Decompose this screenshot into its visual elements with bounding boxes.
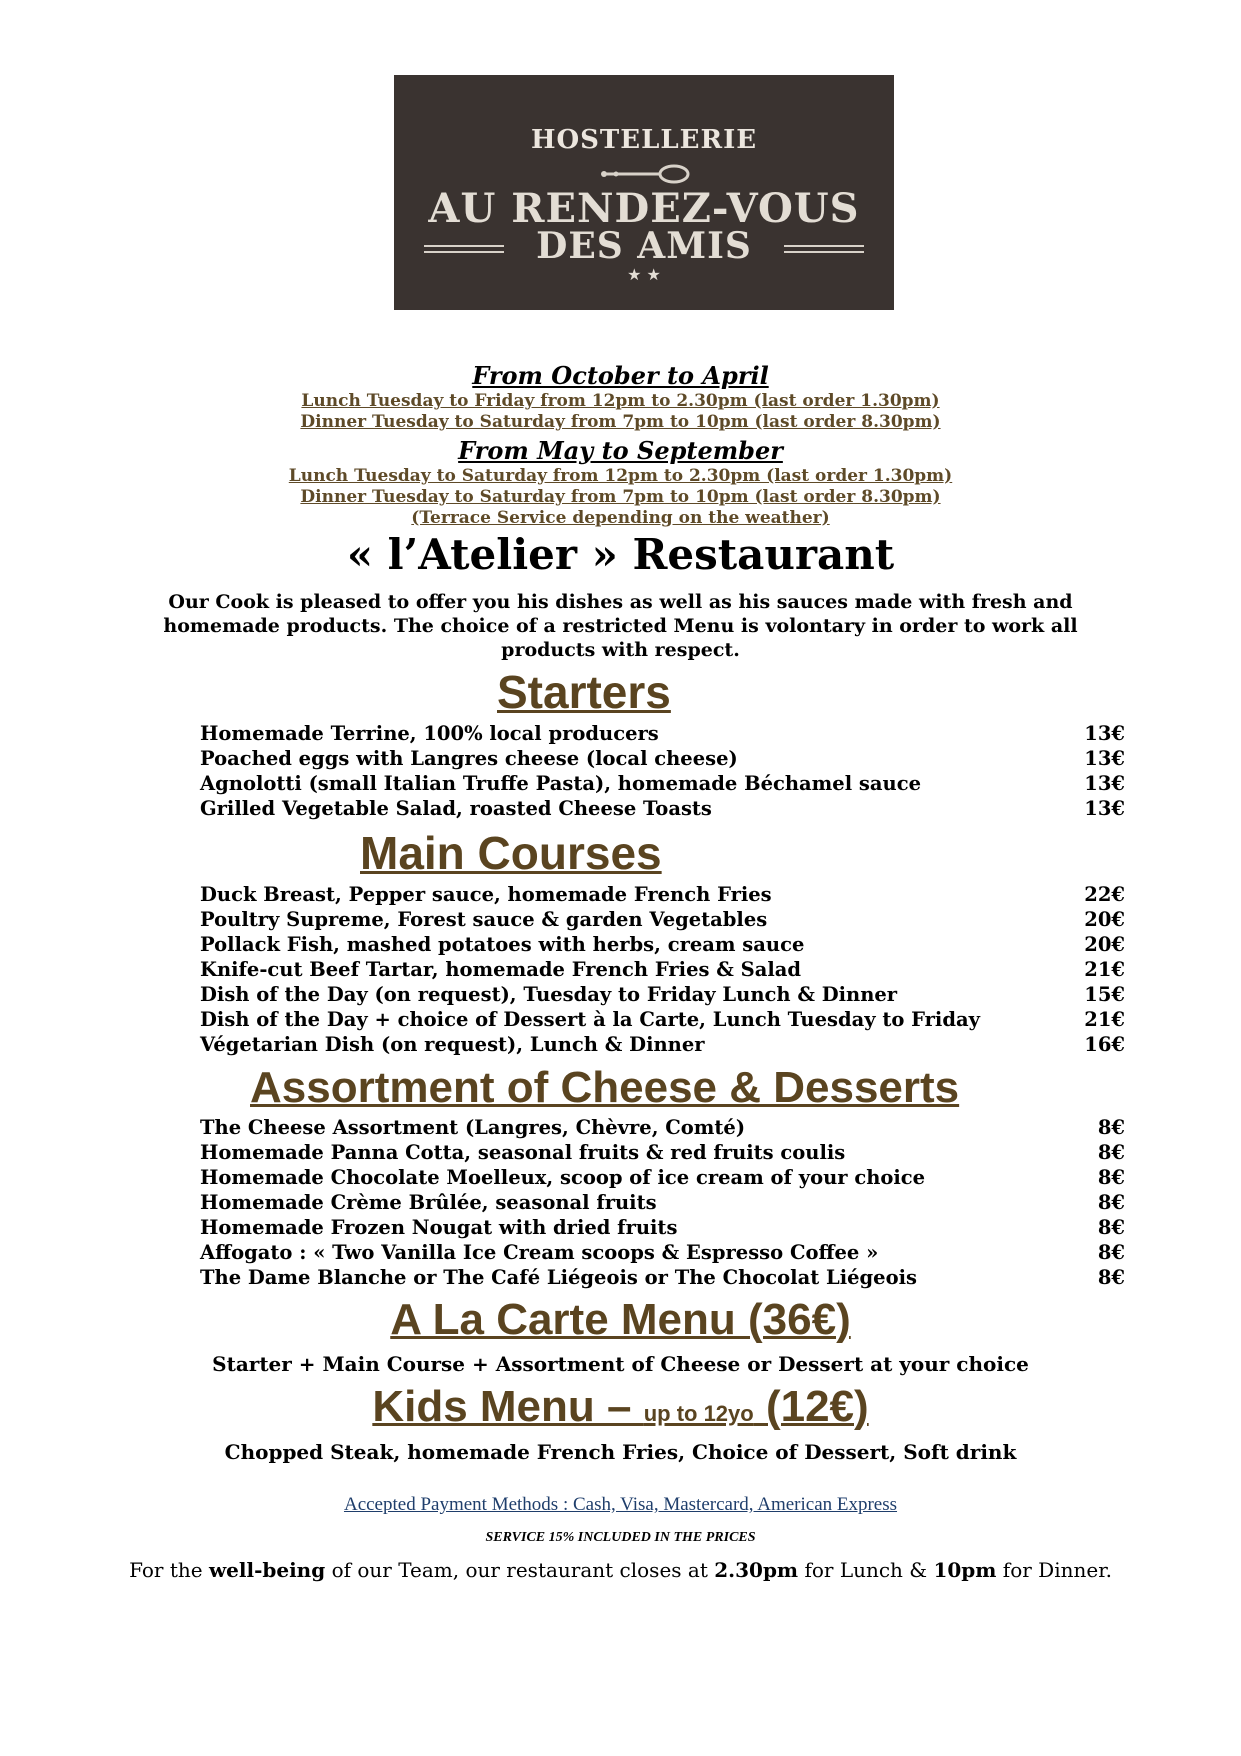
hours-line: Lunch Tuesday to Saturday from 12pm to 2.30pm (last order 1.30pm) <box>288 466 953 486</box>
menu-item-name: Homemade Panna Cotta, seasonal fruits & red fruits coulis <box>200 1141 846 1164</box>
menu-item-price: 8€ <box>1097 1216 1125 1239</box>
section-heading-main-courses: Main Courses <box>360 827 662 879</box>
footer-bold: 2.30pm <box>714 1558 799 1582</box>
intro-line: Our Cook is pleased to offer you his dishes as well as his sauces made with fresh and <box>168 591 1073 613</box>
logo-rule-right <box>784 245 864 247</box>
menu-item-name: Homemade Frozen Nougat with dried fruits <box>200 1216 678 1239</box>
section-heading-starters: Starters <box>497 666 671 718</box>
menu-item-price: 21€ <box>1084 958 1125 981</box>
menu-item-row <box>200 983 1125 1008</box>
footer-text: for Lunch & <box>798 1558 934 1582</box>
menu-item-name: The Cheese Assortment (Langres, Chèvre, Comté) <box>200 1116 746 1139</box>
menu-item-price: 20€ <box>1084 933 1125 956</box>
a-la-carte-description: Starter + Main Course + Assortment of Cheese or Dessert at your choice <box>212 1352 1029 1376</box>
menu-item-row <box>200 1241 1125 1266</box>
menu-item-row <box>200 1216 1125 1241</box>
menu-item-name: Knife-cut Beef Tartar, homemade French Fries & Salad <box>200 958 802 981</box>
menu-item-name: Poached eggs with Langres cheese (local cheese) <box>200 747 738 770</box>
menu-item-row <box>200 772 1125 797</box>
menu-item-row <box>200 1116 1125 1141</box>
section-heading-a-la-carte: A La Carte Menu (36€) <box>390 1295 851 1344</box>
menu-item-price: 8€ <box>1097 1141 1125 1164</box>
season-heading: From May to September <box>458 436 783 465</box>
menu-item-row <box>200 933 1125 958</box>
menu-item-price: 8€ <box>1097 1241 1125 1264</box>
menu-item-price: 8€ <box>1097 1266 1125 1289</box>
footer-bold: 10pm <box>933 1558 997 1582</box>
hours-line: (Terrace Service depending on the weather) <box>411 508 830 528</box>
hours-line: Dinner Tuesday to Saturday from 7pm to 10pm (last order 8.30pm) <box>300 412 941 432</box>
footer-text: For the <box>129 1558 209 1582</box>
spoon-icon <box>594 161 694 187</box>
menu-item-name: Dish of the Day (on request), Tuesday to Friday Lunch & Dinner <box>200 983 898 1006</box>
menu-item-name: The Dame Blanche or The Café Liégeois or The Chocolat Liégeois <box>200 1266 917 1289</box>
menu-item-price: 21€ <box>1084 1008 1125 1031</box>
menu-item-price: 13€ <box>1084 772 1125 795</box>
menu-item-name: Duck Breast, Pepper sauce, homemade French Fries <box>200 883 772 906</box>
menu-item-price: 16€ <box>1084 1033 1125 1056</box>
menu-item-price: 13€ <box>1084 797 1125 820</box>
menu-item-price: 15€ <box>1084 983 1125 1006</box>
menu-item-row <box>200 747 1125 772</box>
kids-heading-price: (12€) <box>753 1382 869 1431</box>
menu-item-name: Grilled Vegetable Salad, roasted Cheese Toasts <box>200 797 712 820</box>
footer-text: of our Team, our restaurant closes at <box>325 1558 715 1582</box>
menu-item-row <box>200 1166 1125 1191</box>
kids-menu-description: Chopped Steak, homemade French Fries, Choice of Dessert, Soft drink <box>224 1440 1017 1464</box>
hours-line: Lunch Tuesday to Friday from 12pm to 2.30pm (last order 1.30pm) <box>301 391 940 411</box>
payment-methods: Accepted Payment Methods : Cash, Visa, Mastercard, American Express <box>343 1494 898 1515</box>
menu-item-name: Homemade Terrine, 100% local producers <box>200 722 659 745</box>
menu-item-row <box>200 722 1125 747</box>
intro-line: homemade products. The choice of a restricted Menu is volontary in order to work all <box>163 615 1078 637</box>
restaurant-title: « l’Atelier » Restaurant <box>346 530 895 579</box>
menu-item-name: Pollack Fish, mashed potatoes with herbs, cream sauce <box>200 933 805 956</box>
logo-line-2: DES AMIS <box>536 225 752 267</box>
menu-item-row <box>200 1141 1125 1166</box>
season-heading: From October to April <box>472 361 769 390</box>
menu-item-name: Affogato : « Two Vanilla Ice Cream scoops & Espresso Coffee » <box>200 1241 879 1264</box>
section-heading-cheese-desserts: Assortment of Cheese & Desserts <box>250 1063 960 1112</box>
menu-item-price: 13€ <box>1084 722 1125 745</box>
menu-item-name: Agnolotti (small Italian Truffe Pasta), homemade Béchamel sauce <box>200 772 921 795</box>
restaurant-logo <box>394 75 894 310</box>
menu-item-price: 8€ <box>1097 1191 1125 1214</box>
closing-notice <box>0 1558 1241 1582</box>
footer-bold: well-being <box>208 1558 326 1582</box>
hours-line: Dinner Tuesday to Saturday from 7pm to 10pm (last order 8.30pm) <box>300 487 941 507</box>
menu-item-name: Dish of the Day + choice of Dessert à la Carte, Lunch Tuesday to Friday <box>200 1008 980 1031</box>
menu-item-row <box>200 1008 1125 1033</box>
menu-item-row <box>200 908 1125 933</box>
kids-heading-age: up to 12yo <box>643 1401 754 1426</box>
service-note: SERVICE 15% INCLUDED IN THE PRICES <box>485 1530 756 1545</box>
intro-line: products with respect. <box>501 639 740 661</box>
menu-item-name: Homemade Chocolate Moelleux, scoop of ice cream of your choice <box>200 1166 926 1189</box>
menu-item-row <box>200 1033 1125 1058</box>
footer-text: for Dinner. <box>996 1558 1112 1582</box>
logo-rule-right-2 <box>784 251 864 253</box>
section-heading-kids-menu <box>0 1382 1241 1432</box>
menu-item-name: Poultry Supreme, Forest sauce & garden Vegetables <box>200 908 768 931</box>
menu-item-name: Végetarian Dish (on request), Lunch & Dinner <box>200 1033 705 1056</box>
logo-hostellerie: HOSTELLERIE <box>530 125 758 155</box>
menu-item-price: 13€ <box>1084 747 1125 770</box>
menu-item-row <box>200 958 1125 983</box>
logo-stars: ★ ★ <box>627 265 661 284</box>
menu-item-price: 8€ <box>1097 1166 1125 1189</box>
menu-item-price: 8€ <box>1097 1116 1125 1139</box>
menu-item-price: 22€ <box>1084 883 1125 906</box>
menu-item-row <box>200 1266 1125 1291</box>
menu-item-row <box>200 1191 1125 1216</box>
logo-line-1: AU RENDEZ-VOUS <box>428 185 860 232</box>
menu-item-name: Homemade Crème Brûlée, seasonal fruits <box>200 1191 657 1214</box>
kids-heading-main: Kids Menu – <box>372 1382 644 1431</box>
menu-item-row <box>200 797 1125 822</box>
menu-item-price: 20€ <box>1084 908 1125 931</box>
menu-item-row <box>200 883 1125 908</box>
